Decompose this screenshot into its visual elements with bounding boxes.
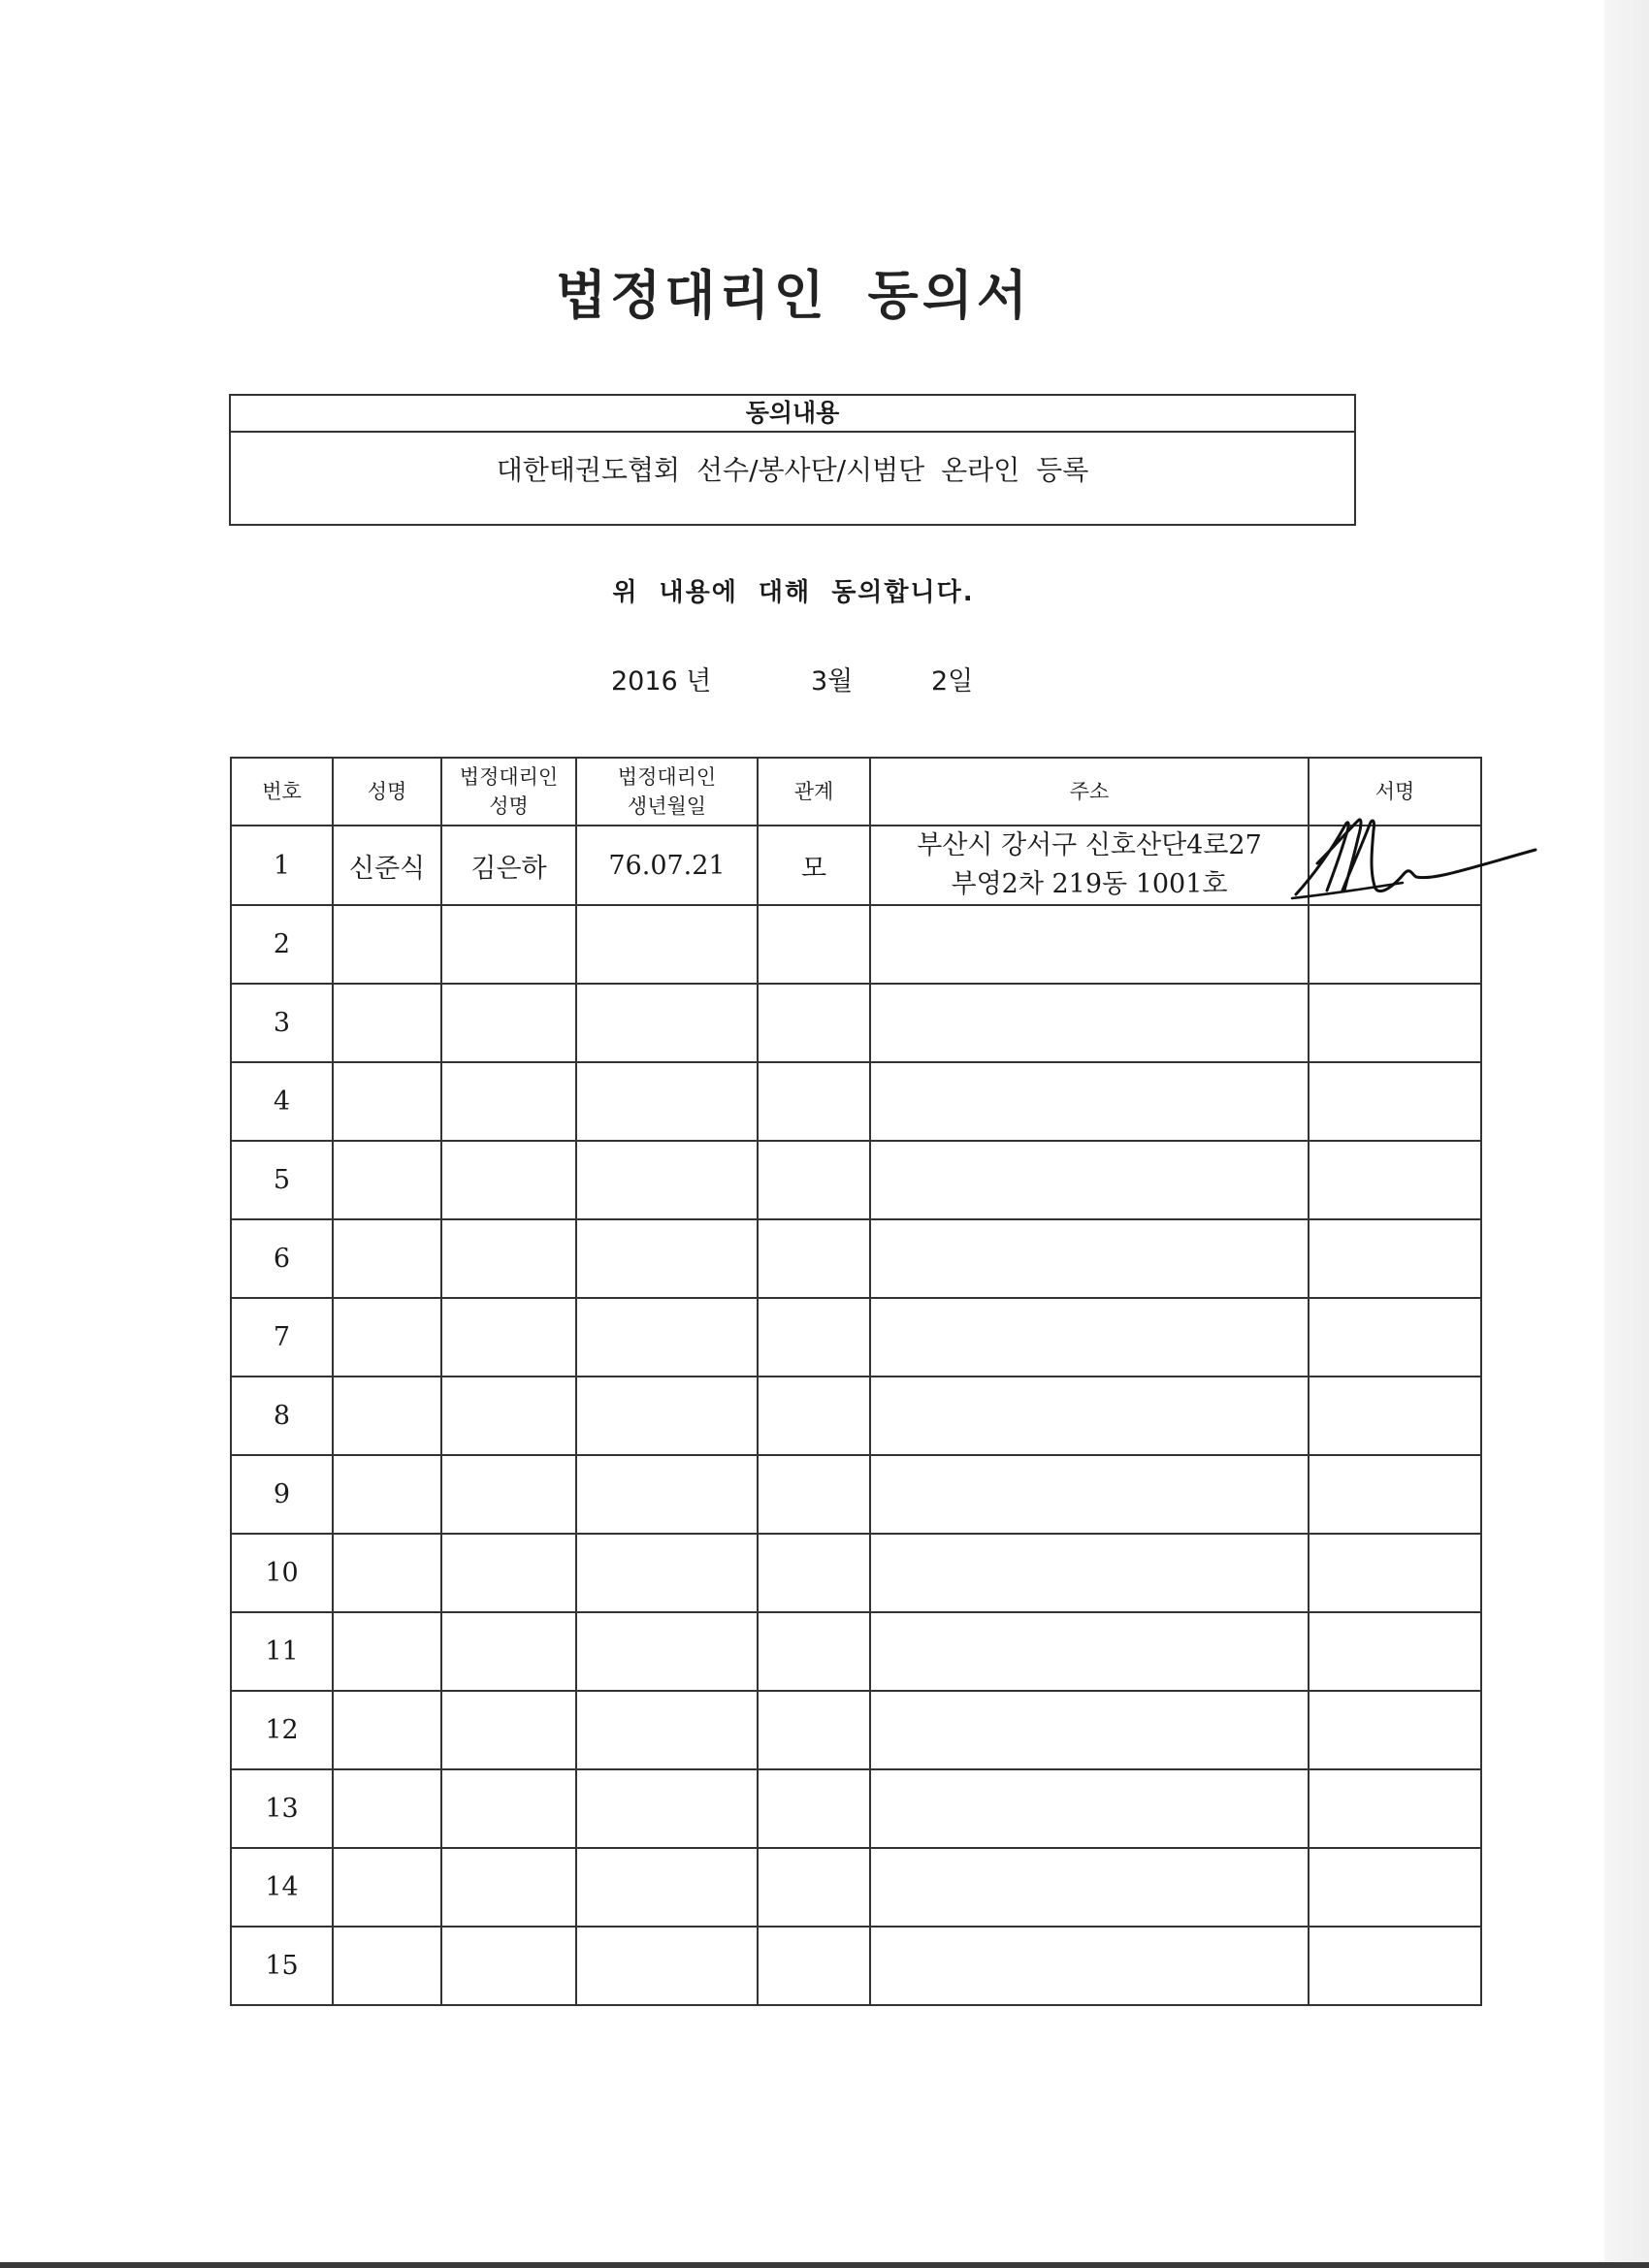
guardian-roster-table — [230, 757, 1482, 2006]
table-row — [231, 1455, 1481, 1534]
cell-relation: 모 — [758, 826, 870, 905]
cell-number: 1 — [231, 826, 333, 905]
address-line1: 부산시 강서구 신호산단4로27 — [917, 830, 1262, 860]
cell-number: 4 — [231, 1062, 333, 1141]
header-relation: 관계 — [758, 758, 870, 826]
table-row — [231, 1769, 1481, 1848]
table-row — [231, 1534, 1481, 1612]
handwritten-signature — [1288, 805, 1550, 912]
table-row — [231, 1612, 1481, 1691]
cell-number: 10 — [231, 1534, 333, 1612]
cell-number: 6 — [231, 1219, 333, 1298]
consent-body: 대한태권도협회 선수/봉사단/시범단 온라인 등록 — [496, 454, 1089, 486]
cell-number: 12 — [231, 1691, 333, 1769]
cell-guardian-birth: 76.07.21 — [576, 826, 758, 905]
scan-bottom-edge — [0, 2262, 1649, 2268]
cell-number: 9 — [231, 1455, 333, 1534]
header-guardian-name-line1: 법정대리인 — [459, 765, 559, 789]
header-name: 성명 — [333, 758, 441, 826]
header-guardian-birth-line2: 생년월일 — [627, 794, 707, 818]
table-row — [231, 1848, 1481, 1927]
consent-header: 동의내용 — [231, 396, 1354, 433]
header-guardian-name-line2: 성명 — [489, 794, 529, 818]
address-line2: 부영2차 219동 1001호 — [951, 869, 1228, 899]
cell-number: 13 — [231, 1769, 333, 1848]
table-row — [231, 1691, 1481, 1769]
cell-number: 14 — [231, 1848, 333, 1927]
cell-number: 15 — [231, 1927, 333, 2005]
table-row — [231, 1298, 1481, 1377]
header-guardian-birth — [576, 758, 758, 826]
date-year: 2016 년 — [611, 666, 712, 697]
table-row — [231, 984, 1481, 1062]
header-signature: 서명 — [1309, 758, 1481, 826]
document-title: 법정대리인 동의서 — [555, 265, 1032, 326]
header-guardian-name — [441, 758, 576, 826]
cell-number: 2 — [231, 905, 333, 984]
header-address: 주소 — [870, 758, 1309, 826]
table-row — [231, 826, 1481, 905]
table-row — [231, 1377, 1481, 1455]
cell-address — [870, 826, 1309, 905]
cell-name: 신준식 — [333, 826, 441, 905]
table-row — [231, 905, 1481, 984]
table-row — [231, 1927, 1481, 2005]
header-number: 번호 — [231, 758, 333, 826]
date-day: 2일 — [931, 666, 974, 697]
cell-number: 3 — [231, 984, 333, 1062]
table-row — [231, 1141, 1481, 1219]
cell-number: 5 — [231, 1141, 333, 1219]
cell-number: 8 — [231, 1377, 333, 1455]
cell-guardian-name: 김은하 — [441, 826, 576, 905]
agreement-statement: 위 내용에 대해 동의합니다. — [612, 578, 975, 607]
table-row — [231, 1219, 1481, 1298]
consent-box — [229, 394, 1356, 526]
date-month: 3월 — [811, 666, 854, 697]
cell-number: 11 — [231, 1612, 333, 1691]
table-row — [231, 1062, 1481, 1141]
scan-edge-shadow — [1604, 0, 1649, 2268]
cell-signature — [1309, 826, 1481, 905]
header-guardian-birth-line1: 법정대리인 — [617, 765, 717, 789]
cell-number: 7 — [231, 1298, 333, 1377]
